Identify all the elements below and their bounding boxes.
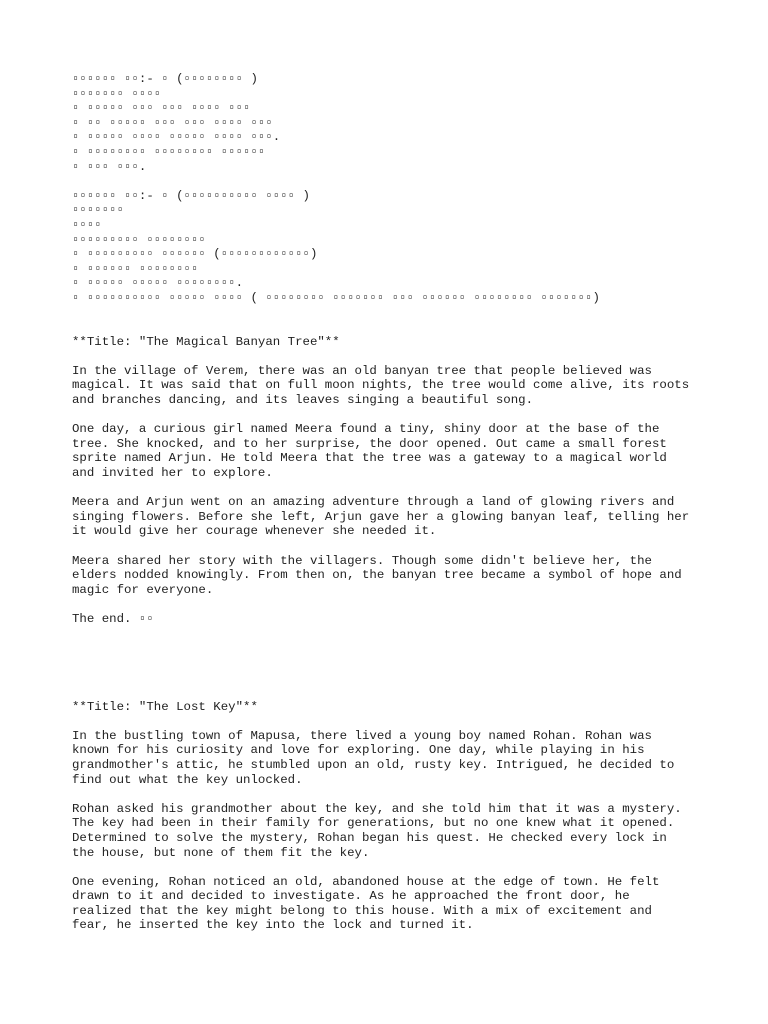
story-paragraph: Rohan asked his grandmother about the key, and she told him that it was a mystery. The key had been in their family for generations, but no one knew what it opened. Determined to solve the mystery, Rohan began his quest. He checked every lock in the house, but none of them fit the key. [72,801,682,860]
story-lost-key [72,700,712,934]
text-line: ▫▫▫▫▫▫ ▫▫:- ▫ (▫▫▫▫▫▫▫▫ ) [72,72,258,86]
section-1 [72,72,712,174]
text-line: ▫▫▫▫▫▫▫▫▫ ▫▫▫▫▫▫▫▫ [72,232,206,247]
document-page [72,72,712,933]
story-title: **Title: "The Lost Key"** [72,699,258,714]
text-line: ▫▫▫▫ [72,217,102,232]
text-line: ▫▫▫▫▫▫ ▫▫:- ▫ (▫▫▫▫▫▫▫▫▫▫ ▫▫▫▫ ) [72,188,310,203]
story-magical-banyan-tree [72,335,712,627]
story-paragraph: Meera and Arjun went on an amazing adventure through a land of glowing rivers and singing flowers. Before she left, Arjun gave her a glowing banyan leaf, telling her it would give her courage whenever she needed it. [72,495,690,539]
story-paragraph: Meera shared her story with the villagers. Though some didn't believe her, the elders nodded knowingly. From then on, the banyan tree became a symbol of hope and magic for everyone. [72,553,682,597]
text-line: ▫ ▫▫▫▫▫▫▫▫▫▫ ▫▫▫▫▫ ▫▫▫▫ ( ▫▫▫▫▫▫▫▫ ▫▫▫▫▫▫▫ ▫▫▫ ▫▫▫▫▫▫ ▫▫▫▫▫▫▫▫ ▫▫▫▫▫▫▫) [72,290,600,305]
text-line: ▫ ▫▫▫ ▫▫▫. [72,159,147,174]
story-paragraph: In the village of Verem, there was an old banyan tree that people believed was magical. It was said that on full moon nights, the tree would come alive, its roots and branches dancing, and its leaves singing a beautiful song. [72,363,690,408]
text-line: ▫ ▫▫▫▫▫▫ ▫▫▫▫▫▫▫▫ [72,261,199,276]
story-paragraph: One day, a curious girl named Meera found a tiny, shiny door at the base of the tree. She knocked, and to her surprise, the door opened. Out came a small forest sprite named Arjun. He told Meera that the tree was a gateway to a magical world and invited her to explore. [72,422,667,481]
section-2 [72,189,712,306]
text-line: ▫ ▫▫▫▫▫▫▫▫▫ ▫▫▫▫▫▫ (▫▫▫▫▫▫▫▫▫▫▫▫) [72,247,318,262]
text-line: ▫ ▫▫▫▫▫ ▫▫▫▫ ▫▫▫▫▫ ▫▫▫▫ ▫▫▫. [72,130,281,145]
text-line: ▫▫▫▫▫▫▫ ▫▫▫▫ [72,86,162,101]
text-line: ▫▫▫▫▫▫▫ [72,203,125,218]
story-ending: The end. ▫▫ [72,611,154,626]
text-line: ▫ ▫▫▫▫▫▫▫▫ ▫▫▫▫▫▫▫▫ ▫▫▫▫▫▫ [72,144,266,159]
text-line: ▫ ▫▫▫▫▫ ▫▫▫ ▫▫▫ ▫▫▫▫ ▫▫▫ [72,101,251,116]
story-paragraph: One evening, Rohan noticed an old, abandoned house at the edge of town. He felt drawn to it and decided to investigate. As he approached the front door, he realized that the key might belong to this house. With a mix of excitement and fear, he inserted the key into the lock and turned it. [72,874,660,933]
text-line: ▫ ▫▫ ▫▫▫▫▫ ▫▫▫ ▫▫▫ ▫▫▫▫ ▫▫▫ [72,115,273,130]
text-line: ▫ ▫▫▫▫▫ ▫▫▫▫▫ ▫▫▫▫▫▫▫▫. [72,276,244,291]
story-paragraph: In the bustling town of Mapusa, there lived a young boy named Rohan. Rohan was known for his curiosity and love for exploring. One day, while playing in his grandmother's attic, he stumbled upon an old, rusty key. Intrigued, he decided to find out what the key unlocked. [72,728,675,787]
story-title: **Title: "The Magical Banyan Tree"** [72,334,340,349]
